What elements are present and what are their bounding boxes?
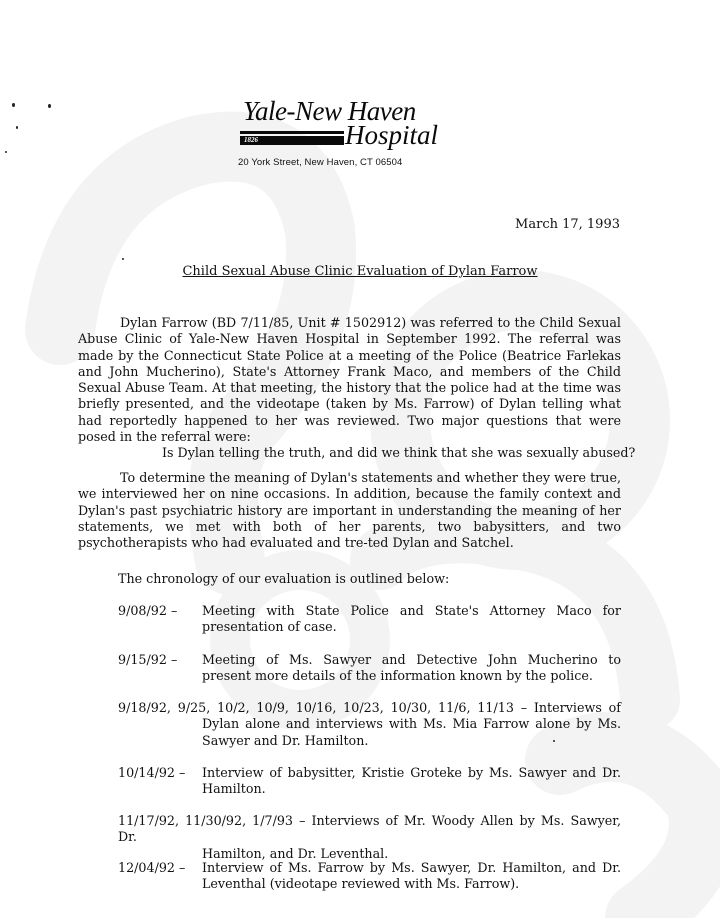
hospital-address: 20 York Street, New Haven, CT 06504	[238, 157, 403, 168]
chronology-intro: The chronology of our evaluation is outlined below:	[118, 571, 450, 586]
chronology-text: Meeting with State Police and State's Attorney Maco for presentation of case.	[202, 603, 621, 635]
chronology-date: 10/14/92 –	[118, 765, 186, 780]
scan-speck	[5, 151, 7, 153]
chronology-text: Hamilton, and Dr. Leventhal.	[202, 845, 389, 861]
chronology-item	[118, 603, 621, 636]
hospital-word: Hospital	[345, 120, 439, 150]
chronology-item	[118, 765, 621, 798]
scan-speck	[16, 126, 18, 129]
chronology-text: Interview of babysitter, Kristie Groteke by Ms. Sawyer and Dr. Hamilton.	[202, 765, 621, 797]
hospital-logo-bar	[240, 131, 344, 145]
scan-speck	[12, 103, 15, 107]
logo-rule-thin	[240, 131, 344, 134]
letter-date: March 17, 1993	[515, 217, 620, 232]
chronology-item	[118, 652, 621, 685]
chronology-dates-lead: 11/17/92, 11/30/92, 1/7/93 – Interviews of Mr. Woody Allen by Ms. Sawyer, Dr.	[118, 813, 621, 845]
scan-speck	[553, 740, 555, 742]
chronology-item	[118, 860, 621, 893]
document-title: Child Sexual Abuse Clinic Evaluation of Dylan Farrow	[182, 264, 538, 279]
chronology-date: 9/15/92 –	[118, 652, 178, 667]
scan-speck	[48, 104, 51, 108]
founded-year: 1826	[244, 136, 258, 144]
hospital-name: Yale-New Haven	[243, 96, 416, 126]
chronology-date: 9/08/92 –	[118, 603, 178, 618]
chronology-dates-lead: 9/18/92, 9/25, 10/2, 10/9, 10/16, 10/23, 10/30, 11/6, 11/13 – Interviews of	[118, 700, 621, 715]
paragraph-referral: Dylan Farrow (BD 7/11/85, Unit # 1502912) was referred to the Child Sexual Abuse Clinic of Yale-New Haven Hospital in September 1992. The referral was made by the Connecticut State Police at a meeting of the Police (Beatrice Farlekas and John Mucherino), State's Attorney Frank Maco, and members of the Child Sexual Abuse Team. At that meeting, the history that the police had at the time was briefly presented, and the videotape (taken by Ms. Farrow) of Dylan telling what had reportedly happened to her was reviewed. Two major questions that were posed in the referral were:	[78, 315, 621, 445]
scan-speck	[122, 258, 124, 260]
chronology-text: Meeting of Ms. Sawyer and Detective John Mucherino to present more details of the information known by the police.	[202, 652, 621, 684]
referral-question: Is Dylan telling the truth, and did we think that she was sexually abused?	[162, 445, 636, 460]
paragraph-method: To determine the meaning of Dylan's statements and whether they were true, we interviewed her on nine occasions. In addition, because the family context and Dylan's past psychiatric history are important in understanding the meaning of her statements, we met with both of her parents, two babysitters, and two psychotherapists who had evaluated and tre-ted Dylan and Satchel.	[78, 470, 621, 551]
chronology-date: 12/04/92 –	[118, 860, 186, 875]
chronology-item	[118, 813, 621, 862]
chronology-text: Interview of Ms. Farrow by Ms. Sawyer, Dr. Hamilton, and Dr. Leventhal (videotape reviewed with Ms. Farrow).	[202, 860, 621, 892]
chronology-item	[118, 700, 621, 749]
chronology-text: Dylan alone and interviews with Ms. Mia Farrow alone by Ms. Sawyer and Dr. Hamilton.	[202, 716, 621, 748]
